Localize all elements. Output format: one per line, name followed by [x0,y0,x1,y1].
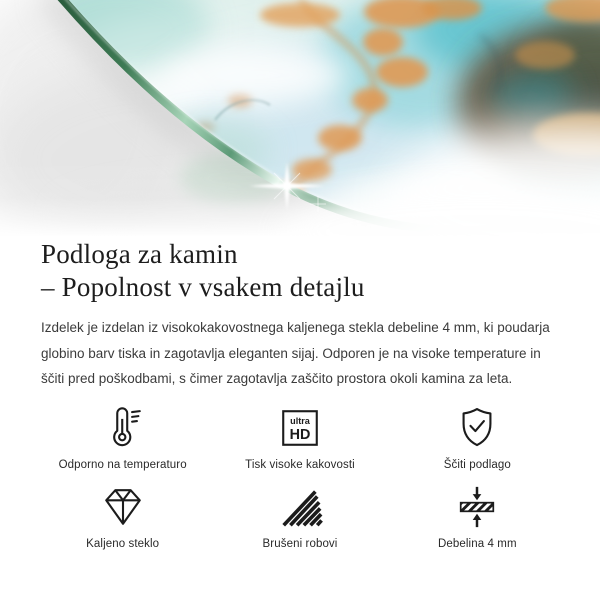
thermometer-icon [100,405,146,451]
diamond-icon [100,484,146,530]
feature-label: Odporno na temperaturo [58,458,187,471]
product-image [0,0,600,236]
feature-grid [34,405,566,550]
ultra-hd-icon [277,405,323,451]
ultra-hd-badge-top: ultra [290,415,310,426]
feature-label: Debelina 4 mm [438,537,517,550]
beveled-edges-icon [277,484,323,530]
feature-label: Kaljeno steklo [86,537,160,550]
page-title [41,238,560,304]
feature-label: Ščiti podlago [443,458,511,471]
feature-temperature [34,405,211,471]
feature-protects-floor [389,405,566,471]
shield-check-icon [454,405,500,451]
glass-pad-illustration [0,0,600,236]
page-title-line1: Podloga za kamin [41,239,238,269]
feature-thickness [389,484,566,550]
feature-label: Brušeni robovi [262,537,338,550]
feature-polished-edges [211,484,388,550]
product-description: Izdelek je izdelan iz visokokakovostnega kaljenega stekla debeline 4 mm, ki poudarja globino barv tiska in zagotavlja eleganten sijaj. Odporen je na visoke temperature in ščiti pred poškodbami, s čimer zagotavlja zaščito prostora okoli kamina za leta. [41,320,550,386]
feature-label: Tisk visoke kakovosti [245,458,355,471]
thickness-4mm-icon [454,484,500,530]
page-title-line2: – Popolnost v vsakem detajlu [41,272,365,302]
feature-tempered-glass [34,484,211,550]
ultra-hd-badge-bottom: HD [289,426,311,443]
feature-print-quality [211,405,388,471]
